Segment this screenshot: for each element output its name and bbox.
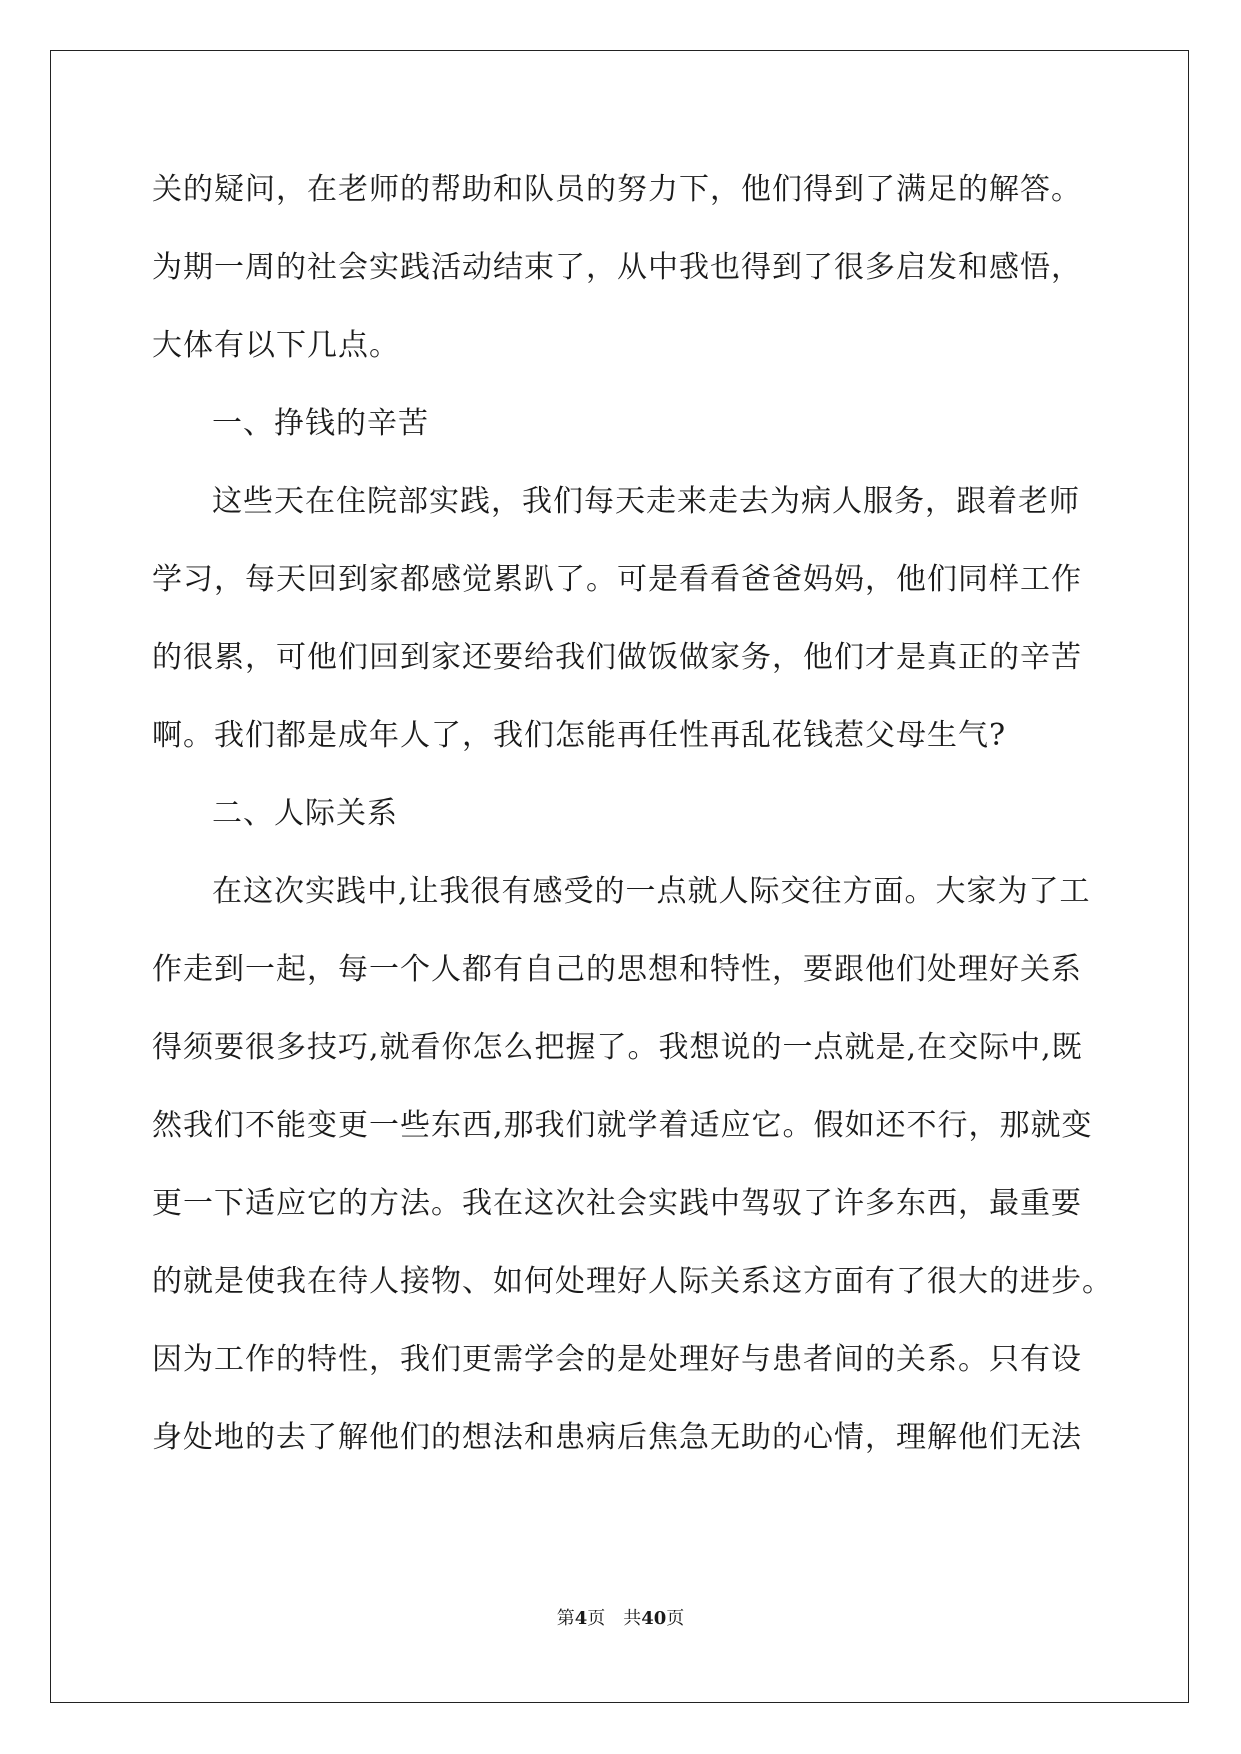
footer-mid: 页 共	[587, 1608, 642, 1629]
page-footer	[0, 1607, 1241, 1631]
body-text-line: 在这次实践中,让我很有感受的一点就人际交往方面。大家为了工	[212, 874, 1091, 909]
section-heading: 二、人际关系	[212, 796, 398, 831]
body-text-line: 然我们不能变更一些东西,那我们就学着适应它。假如还不行，那就变	[152, 1108, 1093, 1143]
body-text-line: 关的疑问，在老师的帮助和队员的努力下，他们得到了满足的解答。	[152, 172, 1082, 207]
body-text-line: 作走到一起，每一个人都有自己的思想和特性，要跟他们处理好关系	[152, 952, 1082, 987]
body-text-line: 身处地的去了解他们的想法和患病后焦急无助的心情，理解他们无法	[152, 1420, 1082, 1455]
body-text-line: 学习，每天回到家都感觉累趴了。可是看看爸爸妈妈，他们同样工作	[152, 562, 1082, 597]
body-text-line: 的就是使我在待人接物、如何处理好人际关系这方面有了很大的进步。	[152, 1264, 1113, 1299]
total-pages-number: 40	[641, 1608, 667, 1629]
body-text-line: 的很累，可他们回到家还要给我们做饭做家务，他们才是真正的辛苦	[152, 640, 1082, 675]
body-text-line: 因为工作的特性，我们更需学会的是处理好与患者间的关系。只有设	[152, 1342, 1082, 1377]
section-heading: 一、挣钱的辛苦	[212, 406, 429, 441]
body-text-line: 更一下适应它的方法。我在这次社会实践中驾驭了许多东西，最重要	[152, 1186, 1082, 1221]
body-text-line: 为期一周的社会实践活动结束了，从中我也得到了很多启发和感悟，	[152, 250, 1082, 285]
current-page-number: 4	[574, 1608, 588, 1629]
body-text-line: 这些天在住院部实践，我们每天走来走去为病人服务，跟着老师	[212, 484, 1080, 519]
footer-suffix: 页	[666, 1608, 685, 1629]
body-text-line: 大体有以下几点。	[152, 328, 400, 363]
body-text-line: 啊。我们都是成年人了，我们怎能再任性再乱花钱惹父母生气?	[152, 718, 1007, 753]
body-text-line: 得须要很多技巧,就看你怎么把握了。我想说的一点就是,在交际中,既	[152, 1030, 1083, 1065]
footer-prefix: 第	[556, 1608, 575, 1629]
